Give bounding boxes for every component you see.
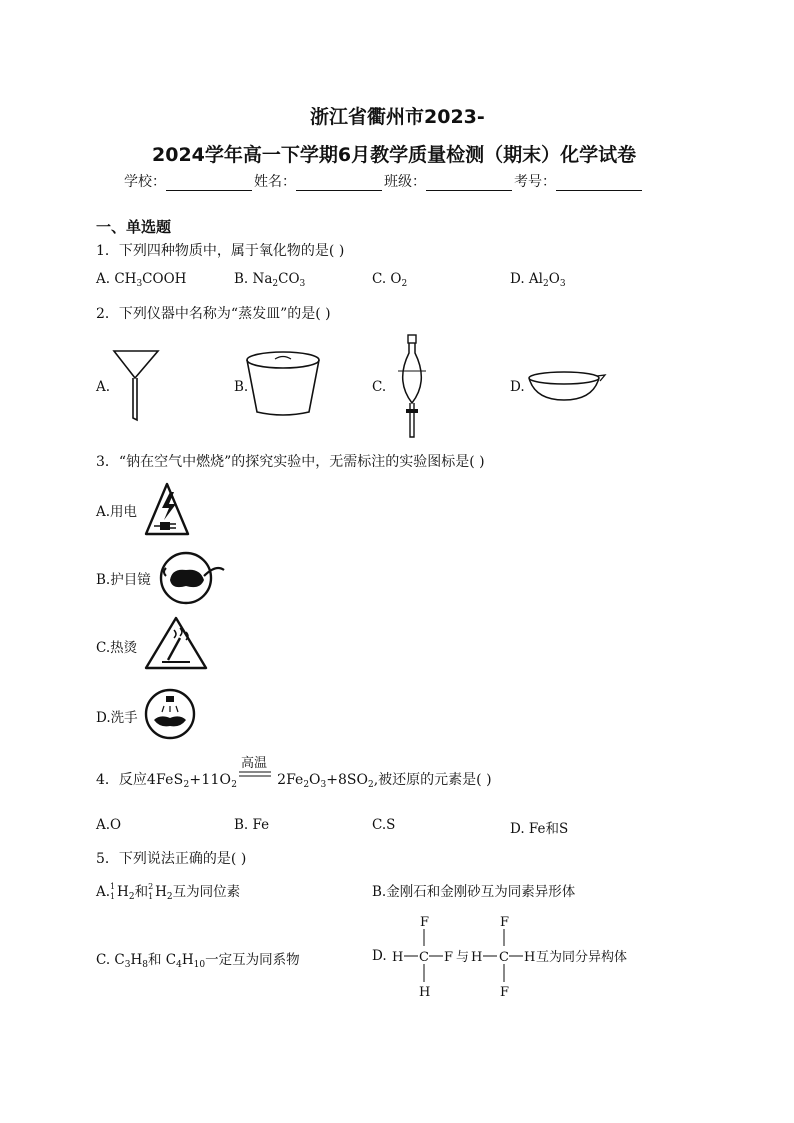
school-label: 学校： <box>124 174 166 190</box>
structural-formulas <box>388 912 658 1004</box>
q5-option-a[interactable]: A. 1 1 $H_2$和 2 1 $H_2$互为同位素 <box>96 881 241 902</box>
hand-washing-icon <box>144 688 196 740</box>
q5-option-c[interactable]: C. $C_3H_8$和 $C_4H_{10}$一定互为同系物 <box>96 952 300 970</box>
svg-text:C: C <box>419 950 429 965</box>
name-label: 姓名： <box>254 174 296 190</box>
hot-surface-icon <box>144 616 208 672</box>
q1-option-b[interactable]: B. $Na_2CO_3$ <box>234 271 306 289</box>
q4-stem: 4．反应$4FeS_2+11O_2$ $2Fe_2O_3+8SO_2$,被还原的元素是( ) <box>96 772 492 790</box>
svg-text:F: F <box>500 915 510 930</box>
q3-option-b-label[interactable]: B.护目镜 <box>96 572 151 588</box>
svg-text:F: F <box>420 915 430 930</box>
funnel-image <box>112 348 162 423</box>
svg-text:H: H <box>392 950 404 965</box>
student-info-row <box>124 171 644 191</box>
q2-option-b-label[interactable]: B. <box>234 379 249 395</box>
svg-text:F: F <box>500 985 510 1000</box>
q5-option-b[interactable]: B.金刚石和金刚砂互为同素异形体 <box>372 884 576 900</box>
evaporating-dish-image <box>527 370 607 404</box>
q5-option-d[interactable]: D. <box>372 948 387 964</box>
svg-text:H: H <box>471 950 483 965</box>
q2-option-d-label[interactable]: D. <box>510 379 525 395</box>
svg-text:F: F <box>444 950 454 965</box>
q5-option-d-tail: 互为同分异构体 <box>536 950 628 965</box>
q4-reaction-condition: 高温 <box>241 756 268 771</box>
electricity-hazard-icon <box>144 482 190 538</box>
title-line-1: 浙江省衢州市2023- <box>310 106 485 128</box>
q4-option-d[interactable]: D. Fe和S <box>510 821 569 837</box>
q1-option-a[interactable]: A. $CH_3COOH$ <box>96 271 187 289</box>
q4-option-b[interactable]: B. Fe <box>234 817 270 833</box>
q5-stem: 5．下列说法正确的是( ) <box>96 851 247 867</box>
class-label: 班级： <box>384 174 426 190</box>
q2-option-c-label[interactable]: C. <box>372 379 387 395</box>
exam-id-label: 考号： <box>514 174 556 190</box>
school-blank[interactable] <box>166 176 252 191</box>
q3-stem: 3．“钠在空气中燃烧”的探究实验中，无需标注的实验图标是( ) <box>96 454 485 470</box>
q4-option-a[interactable]: A.O <box>96 817 122 833</box>
section-title: 一、单选题 <box>96 218 172 236</box>
q3-option-d-label[interactable]: D.洗手 <box>96 710 138 726</box>
svg-text:H: H <box>524 950 536 965</box>
separatory-funnel-image <box>393 333 433 439</box>
q1-option-c[interactable]: C. $O_2$ <box>372 271 408 289</box>
crucible-image <box>245 350 325 418</box>
equals-arrow <box>239 770 273 778</box>
q1-option-d[interactable]: D. $Al_2O_3$ <box>510 271 566 289</box>
q2-option-a-label[interactable]: A. <box>96 379 111 395</box>
q1-stem: 1．下列四种物质中，属于氧化物的是( ) <box>96 243 345 259</box>
q2-stem: 2．下列仪器中名称为“蒸发皿”的是( ) <box>96 306 331 322</box>
exam-id-blank[interactable] <box>556 176 642 191</box>
q3-option-c-label[interactable]: C.热烫 <box>96 640 138 656</box>
goggles-icon <box>160 550 230 606</box>
q3-option-a-label[interactable]: A.用电 <box>96 504 138 520</box>
class-blank[interactable] <box>426 176 512 191</box>
svg-text:C: C <box>499 950 509 965</box>
q5-option-d-mid: 与 <box>456 950 470 965</box>
title-line-2: 2024学年高一下学期6月教学质量检测（期末）化学试卷 <box>152 144 637 166</box>
svg-text:H: H <box>419 985 431 1000</box>
name-blank[interactable] <box>296 176 382 191</box>
q4-option-c[interactable]: C.S <box>372 817 396 833</box>
